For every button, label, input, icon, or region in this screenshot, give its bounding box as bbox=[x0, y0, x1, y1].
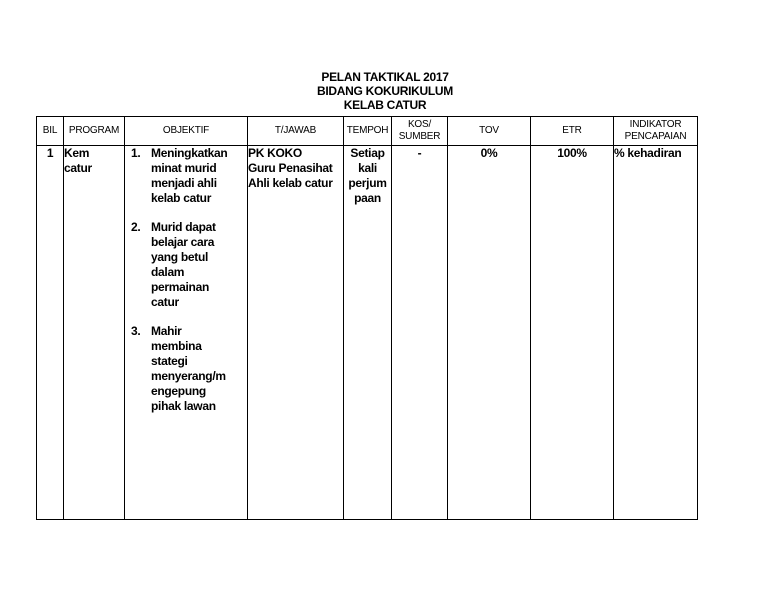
header-program: PROGRAM bbox=[64, 117, 125, 146]
cell-program: Kem catur bbox=[64, 146, 125, 520]
header-objektif: OBJEKTIF bbox=[125, 117, 248, 146]
header-bil: BIL bbox=[37, 117, 64, 146]
objective-list bbox=[125, 146, 247, 414]
header-tov: TOV bbox=[448, 117, 531, 146]
title-line-1: PELAN TAKTIKAL 2017 bbox=[321, 70, 449, 84]
tactical-plan-table bbox=[36, 116, 698, 520]
objective-item bbox=[125, 324, 247, 414]
objective-number: 1. bbox=[131, 146, 141, 160]
cell-kos-sumber: - bbox=[392, 146, 448, 520]
objective-number: 2. bbox=[131, 220, 141, 234]
header-tempoh: TEMPOH bbox=[344, 117, 392, 146]
document-title bbox=[300, 70, 470, 112]
header-row bbox=[37, 117, 698, 146]
cell-objektif bbox=[125, 146, 248, 520]
cell-tempoh: Setiap kali perjum paan bbox=[344, 146, 392, 520]
objective-text: Mahir membina stategi menyerang/m engepung pihak lawan bbox=[151, 324, 226, 413]
table-row bbox=[37, 146, 698, 520]
cell-tjawab: PK KOKO Guru Penasihat Ahli kelab catur bbox=[248, 146, 344, 520]
title-line-2: BIDANG KOKURIKULUM bbox=[317, 84, 453, 98]
objective-text: Murid dapat belajar cara yang betul dalam permainan catur bbox=[151, 220, 216, 309]
cell-indikator: % kehadiran bbox=[614, 146, 698, 520]
cell-bil: 1 bbox=[37, 146, 64, 520]
objective-number: 3. bbox=[131, 324, 141, 338]
header-indikator: INDIKATOR PENCAPAIAN bbox=[614, 117, 698, 146]
title-line-3: KELAB CATUR bbox=[343, 98, 427, 112]
header-etr: ETR bbox=[531, 117, 614, 146]
objective-text: Meningkatkan minat murid menjadi ahli kelab catur bbox=[151, 146, 228, 205]
objective-item bbox=[125, 220, 247, 310]
cell-tov: 0% bbox=[448, 146, 531, 520]
header-tjawab: T/JAWAB bbox=[248, 117, 344, 146]
cell-etr: 100% bbox=[531, 146, 614, 520]
objective-item bbox=[125, 146, 247, 206]
header-kos-sumber: KOS/ SUMBER bbox=[392, 117, 448, 146]
